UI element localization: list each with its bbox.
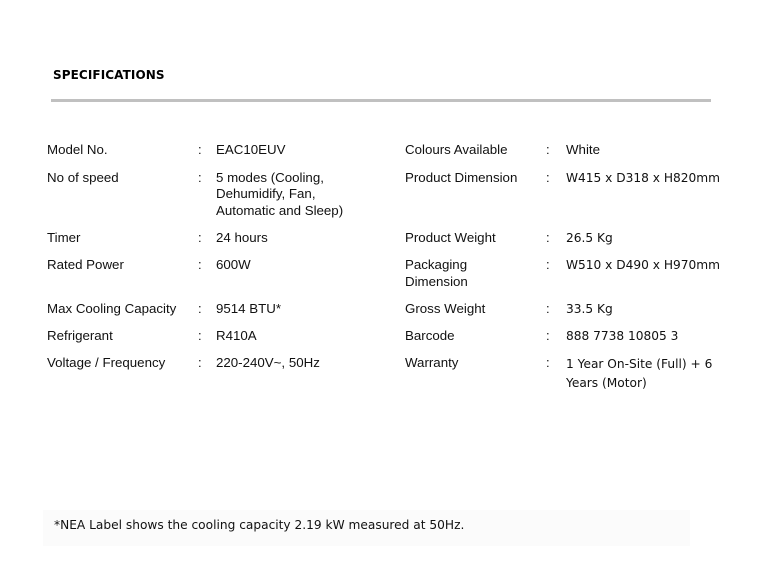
spec-value-no-of-speed-line-3: Automatic and Sleep) [216, 203, 344, 218]
footnote-text: *NEA Label shows the cooling capacity 2.19 kW measured at 50Hz. [54, 518, 465, 532]
spec-value-no-of-speed-line-1: 5 modes (Cooling, [216, 170, 324, 185]
spec-label-rated-power: Rated Power [47, 257, 124, 272]
spec-separator: : [546, 257, 550, 272]
spec-separator: : [546, 355, 550, 370]
spec-separator: : [546, 328, 550, 343]
spec-separator: : [546, 301, 550, 316]
spec-value-rated-power: 600W [216, 257, 251, 272]
spec-label-barcode: Barcode [405, 328, 455, 343]
spec-value-barcode: 888 7738 10805 3 [566, 329, 679, 343]
spec-label-voltage-frequency: Voltage / Frequency [47, 355, 166, 370]
spec-separator: : [198, 170, 202, 185]
spec-value-max-cooling-capacity: 9514 BTU* [216, 301, 282, 316]
heading-divider [51, 99, 711, 102]
spec-label-gross-weight: Gross Weight [405, 301, 486, 316]
spec-label-warranty: Warranty [405, 355, 459, 370]
spec-value-timer: 24 hours [216, 230, 268, 245]
spec-separator: : [546, 170, 550, 185]
spec-value-gross-weight: 33.5 Kg [566, 302, 613, 316]
spec-value-product-dimension: W415 x D318 x H820mm [566, 171, 721, 185]
spec-label-model-no: Model No. [47, 142, 108, 157]
spec-separator: : [198, 230, 202, 245]
spec-label-max-cooling-capacity: Max Cooling Capacity [47, 301, 177, 316]
spec-label-packaging-dimension-line-1: Packaging [405, 257, 468, 272]
spec-value-product-weight: 26.5 Kg [566, 231, 613, 245]
spec-separator: : [198, 301, 202, 316]
spec-separator: : [198, 355, 202, 370]
spec-value-warranty-line-2: Years (Motor) [566, 376, 647, 390]
spec-separator: : [198, 257, 202, 272]
spec-label-colours-available: Colours Available [405, 142, 508, 157]
spec-label-packaging-dimension-line-2: Dimension [405, 274, 468, 289]
spec-value-voltage-frequency: 220-240V~, 50Hz [216, 355, 320, 370]
spec-separator: : [198, 142, 202, 157]
specifications-heading: SPECIFICATIONS [53, 68, 165, 82]
spec-label-product-dimension: Product Dimension [405, 170, 518, 185]
spec-value-no-of-speed-line-2: Dehumidify, Fan, [216, 186, 316, 201]
spec-value-colours-available: White [566, 142, 600, 157]
spec-separator: : [546, 142, 550, 157]
spec-separator: : [546, 230, 550, 245]
spec-label-timer: Timer [47, 230, 81, 245]
spec-label-no-of-speed: No of speed [47, 170, 119, 185]
spec-separator: : [198, 328, 202, 343]
spec-value-warranty-line-1: 1 Year On-Site (Full) + 6 [566, 357, 713, 371]
spec-value-packaging-dimension: W510 x D490 x H970mm [566, 258, 721, 272]
spec-label-product-weight: Product Weight [405, 230, 496, 245]
spec-label-refrigerant: Refrigerant [47, 328, 113, 343]
spec-value-model-no: EAC10EUV [216, 142, 286, 157]
spec-value-refrigerant: R410A [216, 328, 257, 343]
